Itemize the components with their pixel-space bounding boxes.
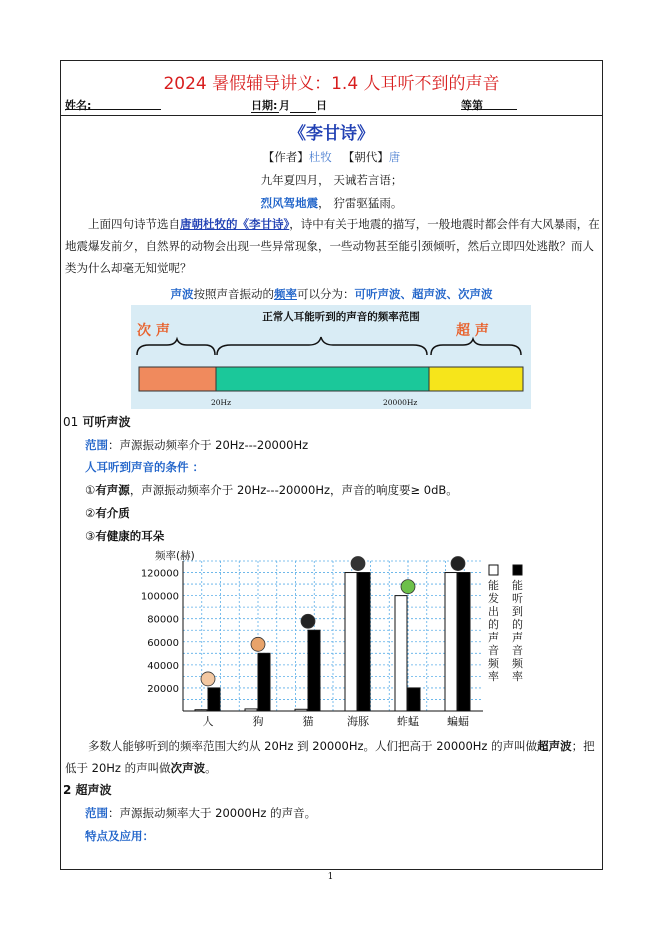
legend-label-char: 音 xyxy=(512,644,523,657)
page-number: 1 xyxy=(327,872,334,882)
frequency-bar-chart xyxy=(121,547,541,735)
y-tick-label: 40000 xyxy=(147,660,179,672)
legend-label-char: 率 xyxy=(512,670,523,683)
dolphin-icon xyxy=(351,557,365,571)
y-tick-label: 20000 xyxy=(147,683,179,695)
bar-hear xyxy=(308,630,320,711)
intro-paragraph: 上面四句诗节选自唐朝杜牧的《李甘诗》，诗中有关于地震的描写，一般地震时都会伴有大风暴雨，在地震爆发前夕，自然界的动物会出现一些异常现象，一些动物甚至能引颈倾听，然后立即四处逃散？而人类为什么却毫无知觉呢？ xyxy=(65,217,600,275)
bar-emit xyxy=(445,573,457,711)
cat-icon xyxy=(301,614,315,628)
features-label: 特点及应用： xyxy=(85,829,154,843)
summary-paragraph: 多数人能够听到的频率范围大约从 20Hz 到 20000Hz。人们把高于 20000Hz 的声叫做超声波；把低于 20Hz 的声叫做次声波。 xyxy=(65,739,595,775)
bar-hear xyxy=(258,653,270,711)
y-tick-label: 60000 xyxy=(147,637,179,649)
ultrasound-label: 超 声 xyxy=(456,323,489,339)
document-title: 2024 暑假辅导讲义：1.4 人耳听不到的声音 xyxy=(163,74,500,94)
y-axis-label: 频率(赫) xyxy=(155,550,195,562)
plot-area xyxy=(183,561,483,711)
grade-field[interactable]: 等第 xyxy=(461,97,517,110)
wave-classification: 声波按照声音振动的频率可以分为：可听声波、超声波、次声波 xyxy=(170,287,493,301)
bar-hear xyxy=(358,573,370,711)
x-tick-label: 猫 xyxy=(302,715,314,728)
y-tick-label: 120000 xyxy=(140,568,179,580)
infrasound-brace xyxy=(137,339,215,355)
ultrasound-segment xyxy=(429,367,523,391)
hearing-range-figure xyxy=(131,305,531,409)
bar-emit xyxy=(345,573,357,711)
header-divider xyxy=(61,115,602,116)
section-2-heading: 2 超声波 xyxy=(63,783,112,797)
infrasound-label: 次 声 xyxy=(137,323,170,339)
poem-title: 《李甘诗》 xyxy=(289,124,374,144)
legend-label-char: 频 xyxy=(488,657,499,670)
x-tick-label: 蝙蝠 xyxy=(447,715,469,728)
legend-label-char: 能 xyxy=(488,579,499,592)
y-tick-label: 80000 xyxy=(147,614,179,626)
legend-label-char: 的 xyxy=(512,618,523,631)
spectrum-title: 正常人耳能听到的声音的频率范围 xyxy=(262,311,420,323)
legend-label-char: 声 xyxy=(488,631,499,644)
legend-label-char: 听 xyxy=(512,592,523,605)
legend-label-char: 频 xyxy=(512,657,523,670)
legend-label-char: 到 xyxy=(512,605,523,618)
date-field[interactable]: 日期: 月 日 xyxy=(251,99,327,112)
x-tick-label: 狗 xyxy=(252,715,264,728)
legend-label-char: 出 xyxy=(488,605,499,618)
bar-hear xyxy=(458,573,470,711)
tick-20000hz: 20000Hz xyxy=(383,398,418,407)
dog-icon xyxy=(251,637,265,651)
bar-hear xyxy=(408,688,420,711)
condition-1: ①有声源，声源振动频率介于 20Hz---20000Hz，声音的响度要≥ 0dB。 xyxy=(85,483,458,497)
bar-emit xyxy=(395,596,407,711)
audible-brace xyxy=(217,337,427,355)
name-field[interactable]: 姓名: xyxy=(65,97,161,110)
poem-author-line: 【作者】杜牧 【朝代】唐 xyxy=(262,150,401,164)
legend-label-char: 音 xyxy=(488,644,499,657)
section-1-range: 范围：声源振动频率介于 20Hz---20000Hz xyxy=(85,438,309,452)
x-tick-label: 蚱蜢 xyxy=(397,715,419,728)
condition-2: ②有介质 xyxy=(85,506,130,520)
legend-label-char: 能 xyxy=(512,579,523,592)
bar-emit xyxy=(195,710,207,711)
poem-line-2: 烈风驾地震， 狞雷驱猛雨。 xyxy=(260,196,403,210)
ultrasound-brace xyxy=(431,339,521,355)
bar-emit xyxy=(245,709,257,711)
person-icon xyxy=(201,672,215,686)
bar-hear xyxy=(208,688,220,711)
page-frame xyxy=(60,60,603,870)
condition-3: ③有健康的耳朵 xyxy=(85,529,165,543)
legend-swatch xyxy=(513,565,522,575)
y-tick-label: 100000 xyxy=(140,591,179,603)
student-info-row xyxy=(65,97,601,117)
legend-label-char: 的 xyxy=(488,618,499,631)
grasshopper-icon xyxy=(401,580,415,594)
hearing-conditions-title: 人耳听到声音的条件 ： xyxy=(85,460,205,474)
x-tick-label: 人 xyxy=(202,715,214,728)
tick-20hz: 20Hz xyxy=(211,398,232,407)
x-tick-label: 海豚 xyxy=(347,715,369,728)
legend-swatch xyxy=(489,565,498,575)
poem-line-1: 九年夏四月， 天诫若言语； xyxy=(260,173,403,187)
section-1-heading: 01 可听声波 xyxy=(63,415,131,429)
section-2-range: 范围：声源振动频率大于 20000Hz 的声音。 xyxy=(85,806,317,820)
bar-emit xyxy=(295,709,307,711)
legend-label-char: 率 xyxy=(488,670,499,683)
legend-label-char: 发 xyxy=(488,592,499,605)
legend-label-char: 声 xyxy=(512,631,523,644)
audible-segment xyxy=(216,367,429,391)
infrasound-segment xyxy=(139,367,216,391)
bat-icon xyxy=(451,557,465,571)
